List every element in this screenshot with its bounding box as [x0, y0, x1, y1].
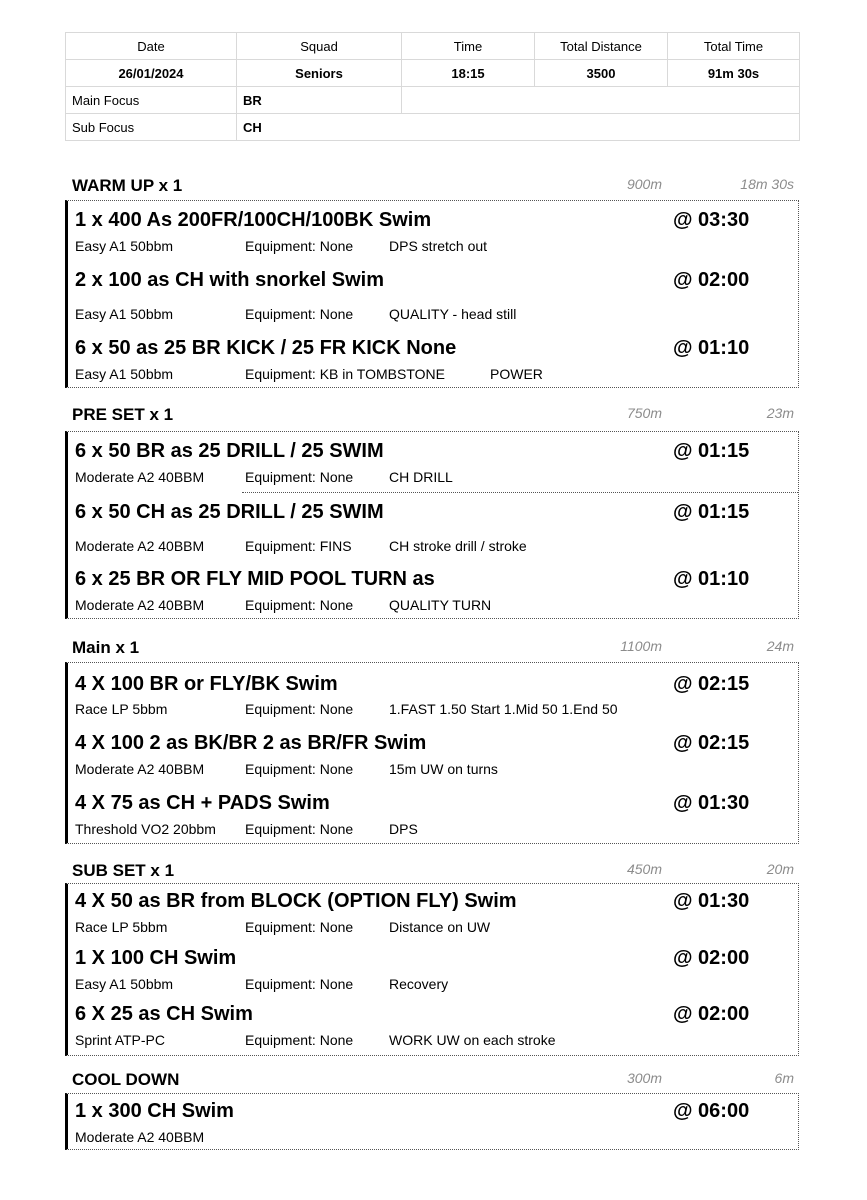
info-values-row	[66, 60, 800, 87]
date-label: Date	[66, 33, 237, 60]
set-note: WORK UW on each stroke	[389, 1032, 556, 1048]
set-title: 1 X 100 CH Swim	[75, 947, 237, 969]
set-note: DPS	[389, 821, 418, 837]
set-intensity: Moderate A2 40BBM	[75, 469, 205, 485]
set-intensity: Easy A1 50bbm	[75, 976, 174, 992]
set-note: QUALITY TURN	[389, 597, 492, 613]
item-divider	[242, 492, 798, 493]
set-intensity: Easy A1 50bbm	[75, 238, 174, 254]
set-title: 4 X 50 as BR from BLOCK (OPTION FLY) Swim	[75, 890, 517, 912]
section-title: PRE SET x 1	[72, 405, 174, 424]
set-interval: @ 02:00	[673, 947, 750, 969]
set-equipment: Equipment: None	[245, 238, 354, 254]
sub-focus-value: CH	[237, 114, 800, 141]
section-box-cool-down	[65, 1093, 799, 1150]
sub-focus-label: Sub Focus	[66, 114, 237, 141]
squad-value: Seniors	[237, 60, 402, 87]
section-title: SUB SET x 1	[72, 861, 175, 880]
set-interval: @ 02:00	[673, 269, 750, 291]
main-focus-row	[66, 87, 800, 114]
section-header-main	[72, 638, 794, 660]
set-note: Distance on UW	[389, 919, 491, 935]
set-intensity: Threshold VO2 20bbm	[75, 821, 216, 837]
section-box-main	[65, 662, 799, 844]
set-interval: @ 06:00	[673, 1100, 750, 1122]
total-distance-label: Total Distance	[535, 33, 668, 60]
set-title: 6 x 50 CH as 25 DRILL / 25 SWIM	[75, 501, 384, 523]
set-intensity: Moderate A2 40BBM	[75, 538, 205, 554]
set-intensity: Moderate A2 40BBM	[75, 1129, 205, 1145]
set-intensity: Easy A1 50bbm	[75, 366, 174, 382]
set-interval: @ 01:10	[673, 337, 750, 359]
section-title: WARM UP x 1	[72, 176, 183, 195]
set-note: QUALITY - head still	[389, 306, 517, 322]
section-box-pre-set	[65, 431, 799, 619]
set-interval: @ 02:15	[673, 732, 750, 754]
set-title: 4 X 75 as CH + PADS Swim	[75, 792, 330, 814]
section-header-sub-set	[72, 861, 794, 883]
set-title: 6 x 50 BR as 25 DRILL / 25 SWIM	[75, 440, 384, 462]
time-value: 18:15	[402, 60, 535, 87]
set-equipment: Equipment: None	[245, 919, 354, 935]
set-equipment: Equipment: None	[245, 821, 354, 837]
set-equipment: Equipment: None	[245, 701, 354, 717]
set-equipment: Equipment: None	[245, 976, 354, 992]
set-title: 4 X 100 BR or FLY/BK Swim	[75, 673, 338, 695]
set-equipment: Equipment: None	[245, 469, 354, 485]
set-note: Recovery	[389, 976, 449, 992]
set-note: 15m UW on turns	[389, 761, 498, 777]
total-time-label: Total Time	[668, 33, 800, 60]
total-distance-value: 3500	[535, 60, 668, 87]
set-interval: @ 01:15	[673, 440, 750, 462]
set-note: DPS stretch out	[389, 238, 488, 254]
set-equipment: Equipment: None	[245, 1032, 354, 1048]
set-interval: @ 03:30	[673, 209, 750, 231]
set-equipment: Equipment: None	[245, 306, 354, 322]
set-note: CH stroke drill / stroke	[389, 538, 527, 554]
session-info-table	[65, 32, 800, 141]
set-intensity: Moderate A2 40BBM	[75, 597, 205, 613]
section-box-sub-set	[65, 883, 799, 1056]
set-interval: @ 02:15	[673, 673, 750, 695]
section-time: 20m	[766, 861, 794, 877]
section-time: 18m 30s	[740, 176, 794, 192]
set-title: 1 x 300 CH Swim	[75, 1100, 234, 1122]
set-title: 6 x 50 as 25 BR KICK / 25 FR KICK None	[75, 337, 457, 359]
set-interval: @ 02:00	[673, 1003, 750, 1025]
squad-label: Squad	[237, 33, 402, 60]
section-time: 6m	[774, 1070, 794, 1086]
section-distance: 300m	[626, 1070, 662, 1086]
set-title: 6 x 25 BR OR FLY MID POOL TURN as	[75, 568, 435, 590]
set-note: CH DRILL	[389, 469, 453, 485]
set-title: 4 X 100 2 as BK/BR 2 as BR/FR Swim	[75, 732, 427, 754]
main-focus-label: Main Focus	[66, 87, 237, 114]
set-equipment: Equipment: KB in TOMBSTONE	[245, 366, 445, 382]
section-time: 23m	[766, 405, 794, 421]
set-intensity: Sprint ATP-PC	[75, 1032, 165, 1048]
date-value: 26/01/2024	[66, 60, 237, 87]
set-title: 1 x 400 As 200FR/100CH/100BK Swim	[75, 209, 432, 231]
set-intensity: Race LP 5bbm	[75, 919, 168, 935]
set-equipment: Equipment: None	[245, 761, 354, 777]
set-equipment: Equipment: FINS	[245, 538, 352, 554]
info-header-row	[66, 33, 800, 60]
set-equipment: Equipment: None	[245, 597, 354, 613]
section-title: COOL DOWN	[72, 1070, 180, 1089]
set-intensity: Race LP 5bbm	[75, 701, 168, 717]
main-focus-spacer	[402, 87, 800, 114]
set-title: 2 x 100 as CH with snorkel Swim	[75, 269, 385, 291]
section-distance: 900m	[626, 176, 662, 192]
section-header-pre-set	[72, 405, 794, 427]
set-interval: @ 01:30	[673, 890, 750, 912]
set-title: 6 X 25 as CH Swim	[75, 1003, 253, 1025]
set-note: POWER	[490, 366, 543, 382]
section-header-warm-up	[72, 176, 794, 198]
section-distance: 1100m	[620, 638, 662, 654]
main-focus-value: BR	[237, 87, 402, 114]
set-interval: @ 01:10	[673, 568, 750, 590]
section-header-cool-down	[72, 1070, 794, 1092]
section-time: 24m	[766, 638, 794, 654]
sub-focus-row	[66, 114, 800, 141]
section-distance: 450m	[626, 861, 662, 877]
set-note: 1.FAST 1.50 Start 1.Mid 50 1.End 50	[389, 701, 618, 717]
section-title: Main x 1	[72, 638, 140, 657]
set-intensity: Moderate A2 40BBM	[75, 761, 205, 777]
set-interval: @ 01:15	[673, 501, 750, 523]
section-distance: 750m	[626, 405, 662, 421]
set-intensity: Easy A1 50bbm	[75, 306, 174, 322]
section-box-warm-up	[65, 200, 799, 388]
set-interval: @ 01:30	[673, 792, 750, 814]
time-label: Time	[402, 33, 535, 60]
total-time-value: 91m 30s	[668, 60, 800, 87]
